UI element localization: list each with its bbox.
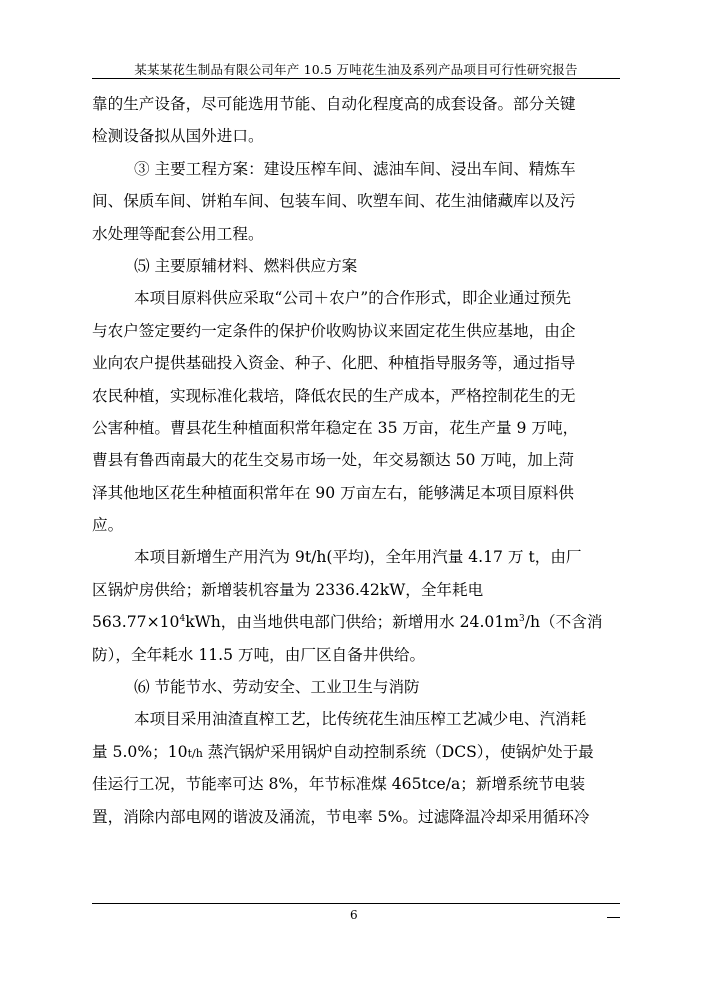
text-line: 曹县有鲁西南最大的花生交易市场一处，年交易额达 50 万吨，加上菏 — [92, 451, 574, 470]
superscript: 4 — [179, 614, 186, 625]
footer-dash — [607, 917, 620, 918]
text-line: 业向农户提供基础投入资金、种子、化肥、种植指导服务等，通过指导 — [92, 354, 576, 373]
text-run: 蒸汽锅炉采用锅炉自动控制系统（DCS），使锅炉处于最 — [202, 742, 594, 761]
text-line: 公害种植。曹县花生种植面积常年稳定在 35 万亩，花生产量 9 万吨， — [92, 418, 579, 437]
section-heading: ⑸ 主要原辅材料、燃料供应方案 — [134, 256, 358, 275]
header-divider — [92, 78, 620, 79]
text-line: 应。 — [92, 516, 124, 535]
body-text — [92, 88, 622, 833]
footer-divider — [92, 903, 620, 904]
text-run: /h（不含消 — [524, 613, 603, 632]
text-line: 泽其他地区花生种植面积常年在 90 万亩左右，能够满足本项目原料供 — [92, 483, 574, 502]
section-heading: ⑹ 节能节水、劳动安全、工业卫生与消防 — [134, 678, 420, 697]
text-line: 间、保质车间、饼粕车间、包装车间、吹塑车间、花生油储藏库以及污 — [92, 192, 576, 211]
text-line — [92, 606, 622, 638]
text-line: 区锅炉房供给；新增装机容量为 2336.42kW，全年耗电 — [92, 580, 484, 599]
text-line: 置，消除内部电网的谐波及涌流，节电率 5%。过滤降温冷却采用循环冷 — [92, 807, 590, 826]
text-line: 与农户签定要约一定条件的保护价收购协议来固定花生供应基地，由企 — [92, 321, 576, 340]
text-line — [92, 736, 622, 768]
text-line: 本项目新增生产用汽为 9t/h(平均)，全年用汽量 4.17 万 t，由厂 — [134, 548, 582, 567]
text-line: 水处理等配套公用工程。 — [92, 224, 264, 243]
text-line: 本项目采用油渣直榨工艺，比传统花生油压榨工艺减少电、汽消耗 — [134, 710, 587, 729]
text-run: 量 5.0%；10 — [92, 742, 188, 761]
text-line: 农民种植，实现标准化栽培，降低农民的生产成本，严格控制花生的无 — [92, 386, 576, 405]
text-line: 靠的生产设备，尽可能选用节能、自动化程度高的成套设备。部分关键 — [92, 95, 576, 113]
text-line: 检测设备拟从国外进口。 — [92, 127, 264, 146]
text-line: 佳运行工况，节能率可达 8%，年节标准煤 465tce/a；新增系统节电装 — [92, 775, 586, 794]
page-number: 6 — [350, 908, 358, 922]
text-line: 本项目原料供应采取“公司＋农户”的合作形式，即企业通过预先 — [134, 289, 571, 308]
superscript: 3 — [519, 614, 525, 625]
running-header: 某某某花生制品有限公司年产 10.5 万吨花生油及系列产品项目可行性研究报告 — [134, 62, 578, 77]
unit-subscript: t/h — [187, 746, 203, 760]
text-run: kWh，由当地供电部门供给；新增用水 24.01m — [185, 613, 520, 632]
text-line: ③ 主要工程方案：建设压榨车间、滤油车间、浸出车间、精炼车 — [134, 159, 576, 178]
text-line: 防），全年耗水 11.5 万吨，由厂区自备井供给。 — [92, 645, 426, 664]
text-run: 563.77×10 — [92, 613, 180, 632]
